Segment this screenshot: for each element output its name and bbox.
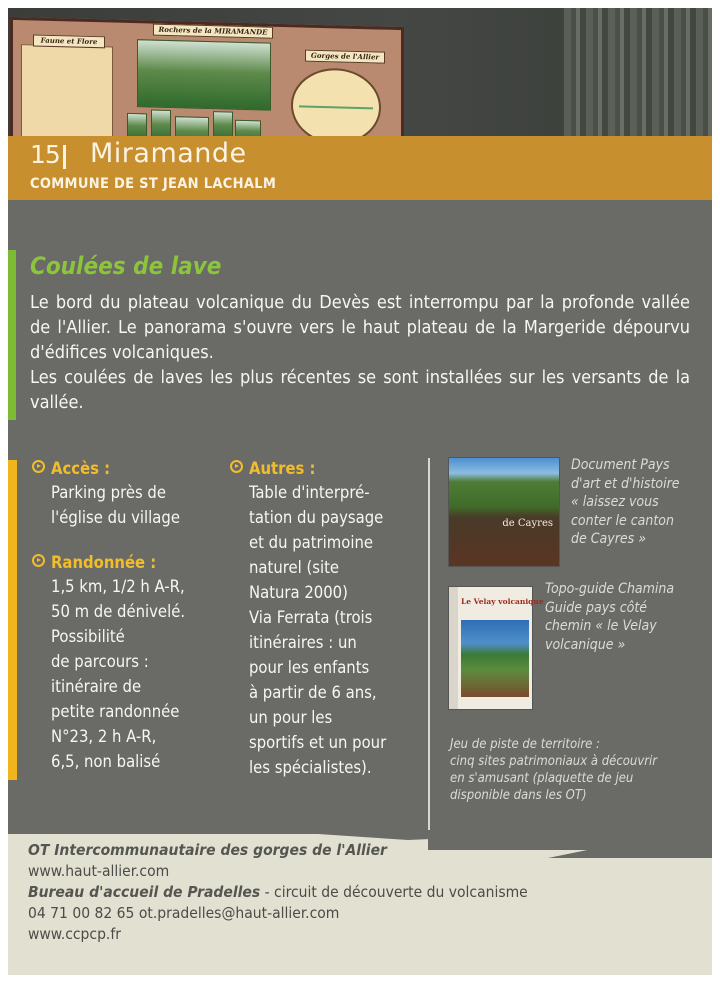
board-thumb <box>213 111 233 136</box>
site-title: Miramande <box>90 138 247 169</box>
text-line: tation du paysage <box>249 508 384 527</box>
board-label-gorges: Gorges de l'Allier <box>305 50 385 64</box>
board-thumb <box>235 120 261 136</box>
intro-paragraph: Les coulées de laves les plus récentes se sont installées sur les versants de la vallée. <box>30 367 690 413</box>
text-line: chemin « le Velay <box>545 618 657 634</box>
title-separator <box>63 145 66 169</box>
text-line: pour les enfants <box>249 658 370 677</box>
cover-picture <box>461 620 529 697</box>
info-accent-bar <box>8 460 17 780</box>
section-heading-label: Accès : <box>51 459 111 478</box>
website-link[interactable]: www.haut-allier.com <box>28 862 170 880</box>
text-line: de Cayres » <box>571 531 646 547</box>
contact-lines <box>28 840 528 945</box>
board-thumb <box>175 116 209 136</box>
commune-subtitle: COMMUNE DE ST JEAN LACHALM <box>30 176 277 192</box>
text-line: un pour les <box>249 708 333 727</box>
text-line: en s'amusant (plaquette de jeu <box>450 771 634 786</box>
intro-accent-bar <box>8 250 16 420</box>
text-line: « laissez vous <box>571 494 659 510</box>
cayres-booklet-cover <box>448 457 560 567</box>
board-label-rochers: Rochers de la MIRAMANDE <box>153 24 273 39</box>
text-line: Natura 2000) <box>249 583 348 602</box>
play-bullet-icon <box>32 554 45 567</box>
text-line: volcanique » <box>545 636 626 653</box>
section-body-randonnee <box>32 574 222 774</box>
cover-title: Le Velay volcanique <box>461 597 544 606</box>
text-line: l'église du village <box>51 508 180 527</box>
cover-spine <box>449 587 458 709</box>
intro-heading: Coulées de lave <box>30 252 222 280</box>
board-label-fauna: Faune et Flore <box>33 34 105 48</box>
text-line: Table d'interpré- <box>249 483 370 502</box>
section-heading-label: Randonnée : <box>51 553 157 572</box>
section-heading-acces <box>32 458 222 480</box>
text-line: Jeu de piste de territoire : <box>450 737 601 752</box>
board-thumb <box>151 110 171 136</box>
header-photo <box>8 8 712 136</box>
text-line: de parcours : <box>51 652 149 671</box>
contact-line <box>28 903 528 924</box>
text-line: 6,5, non balisé <box>51 752 161 771</box>
resource-velay-text <box>545 580 674 654</box>
phone-number[interactable]: 04 71 00 82 65 <box>28 904 135 922</box>
text-line: d'art et d'histoire <box>571 475 680 492</box>
text-line: Parking près de <box>51 483 166 502</box>
play-bullet-icon <box>32 460 45 473</box>
text-line: Document Pays <box>571 457 670 473</box>
board-thumb <box>127 113 147 136</box>
title-band <box>8 136 712 200</box>
intro-paragraph: Le bord du plateau volcanique du Devès est interrompu par la profonde vallée de l'Allier. Le panorama s'ouvre vers le haut plateau de la Margeride dépourvu d'édifices volcaniques. <box>30 292 690 363</box>
board-landscape-picture <box>137 39 271 111</box>
text-line: les spécialistes). <box>249 758 372 777</box>
text-line: disponible dans les OT) <box>450 788 587 803</box>
site-number: 15 <box>30 140 60 169</box>
text-line: conter le canton <box>571 512 674 529</box>
velay-guide-cover <box>448 586 544 710</box>
board-map-river <box>299 105 373 109</box>
org-name: OT Intercommunautaire des gorges de l'Allier <box>28 841 387 859</box>
bureau-line <box>28 882 528 903</box>
text-line: petite randonnée <box>51 702 180 721</box>
section-heading-autres <box>230 458 430 480</box>
text-line: itinéraires : un <box>249 633 357 652</box>
section-body-autres <box>230 480 430 780</box>
column-divider <box>428 458 430 840</box>
info-column-autres <box>230 458 430 780</box>
text-line: Topo-guide Chamina <box>545 581 675 597</box>
text-line: sportifs et un pour <box>249 733 387 752</box>
interpretation-board-image <box>10 17 404 136</box>
text-line: 1,5 km, 1/2 h A-R, <box>51 577 185 596</box>
cover-text: de Cayres <box>502 518 553 529</box>
text-line: et du patrimoine <box>249 533 373 552</box>
cliff-image <box>564 8 712 136</box>
section-heading-label: Autres : <box>249 459 316 478</box>
text-line: Via Ferrata (trois <box>249 608 373 627</box>
website-link[interactable]: www.ccpcp.fr <box>28 925 121 943</box>
info-column-access <box>32 458 222 774</box>
text-line: itinéraire de <box>51 677 142 696</box>
intro-text <box>30 290 690 415</box>
bureau-name: Bureau d'accueil de Pradelles <box>28 883 261 901</box>
text-line: Possibilité <box>51 627 125 646</box>
play-bullet-icon <box>230 460 243 473</box>
text-line: cinq sites patrimoniaux à découvrir <box>450 754 658 769</box>
section-heading-randonnee <box>32 552 222 574</box>
text-line: à partir de 6 ans, <box>249 683 377 702</box>
board-map-circle <box>291 67 381 136</box>
section-body-acces <box>32 480 222 530</box>
resource-jeu-text <box>450 736 657 804</box>
bureau-note: - circuit de découverte du volcanisme <box>260 883 528 901</box>
text-line: 50 m de dénivelé. <box>51 602 186 621</box>
email-link[interactable]: ot.pradelles@haut-allier.com <box>138 904 340 922</box>
fauna-panel <box>21 44 113 136</box>
resource-cayres-text <box>571 456 680 549</box>
text-line: N°23, 2 h A-R, <box>51 727 157 746</box>
text-line: Guide pays côté <box>545 599 648 616</box>
page-card <box>8 8 712 975</box>
text-line: naturel (site <box>249 558 340 577</box>
